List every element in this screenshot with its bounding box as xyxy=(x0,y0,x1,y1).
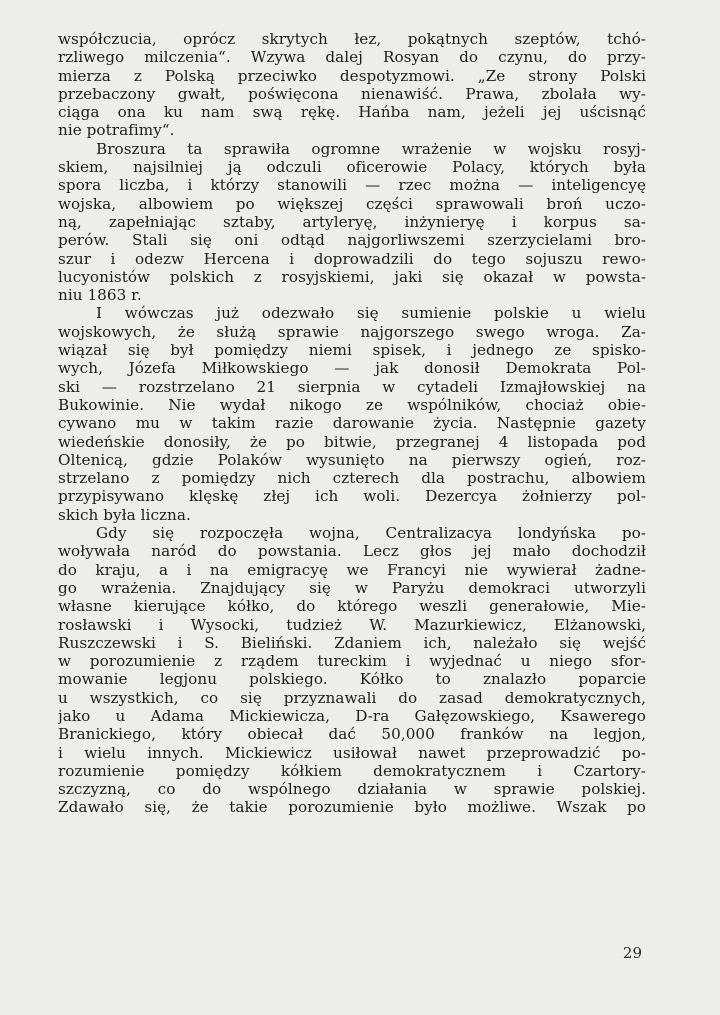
body-text xyxy=(58,30,646,817)
text-line: współczucia, oprócz skrytych łez, pokątnych szeptów, tchó- xyxy=(58,30,646,48)
text-line: skiem, najsilniej ją odczuli oficerowie Polacy, których była xyxy=(58,158,646,177)
text-line: lucyonistów polskich z rosyjskiemi, jaki się okazał w powsta- xyxy=(58,267,646,286)
text-line: wiązał się był pomiędzy niemi spisek, i jednego ze spisko- xyxy=(58,341,646,360)
text-line: rozumienie pomiędzy kółkiem demokratycznem i Czartory- xyxy=(58,761,646,780)
text-line: jako u Adama Mickiewicza, D-ra Gałęzowskiego, Ksawerego xyxy=(58,706,646,725)
text-line: wojska, albowiem po większej części sprawowali broń uczo- xyxy=(58,194,646,213)
text-line: wych, Józefa Miłkowskiego — jak donosił Demokrata Pol- xyxy=(58,359,646,378)
text-line: strzelano z pomiędzy nich czterech dla postrachu, albowiem xyxy=(58,469,646,488)
text-line: do kraju, a i na emigracyę we Francyi nie wywierał żadne- xyxy=(58,560,646,579)
text-line: ski — rozstrzelano 21 sierpnia w cytadeli Izmajłowskiej na xyxy=(58,377,646,396)
text-line: Ruszczewski i S. Bieliński. Zdaniem ich, należało się wejść xyxy=(58,633,646,652)
text-line: u wszystkich, co się przyznawali do zasad demokratycznych, xyxy=(58,688,646,707)
text-line: wiedeńskie donosiły, że po bitwie, przegranej 4 listopada pod xyxy=(58,432,646,451)
text-line: w porozumienie z rządem tureckim i wyjednać u niego sfor- xyxy=(58,652,646,671)
text-line: ciąga ona ku nam swą rękę. Hańba nam, jeżeli jej uścisnąć xyxy=(58,103,646,122)
text-line: ną, zapełniając sztaby, artyleryę, inżynieryę i korpus sa- xyxy=(58,212,646,231)
text-line: woływała naród do powstania. Lecz głos jej mało dochodził xyxy=(58,542,646,561)
text-line: własne kierujące kółko, do którego weszli generałowie, Mie- xyxy=(58,597,646,616)
text-line: szczyzną, co do wspólnego działania w sprawie polskiej. xyxy=(58,780,646,799)
paragraph-start-line: Gdy się rozpoczęła wojna, Centralizacya londyńska po- xyxy=(96,524,646,543)
text-line: rzliwego milczenia“. Wzywa dalej Rosyan do czynu, do przy- xyxy=(58,48,646,67)
page-number: 29 xyxy=(622,944,642,962)
text-line: przypisywano klęskę złej ich woli. Dezercya żołnierzy pol- xyxy=(58,487,646,506)
text-line: przebaczony gwałt, poświęcona nienawiść. Prawa, zbolała wy- xyxy=(58,84,646,103)
text-line: i wielu innych. Mickiewicz usiłował nawet przeprowadzić po- xyxy=(58,743,646,762)
text-line: skich była liczna. xyxy=(58,505,191,524)
text-line: niu 1863 r. xyxy=(58,286,142,305)
text-line: mierza z Polską przeciwko despotyzmowi. „Ze strony Polski xyxy=(58,66,646,85)
text-line: go wrażenia. Znajdujący się w Paryżu demokraci utworzyli xyxy=(58,578,646,597)
paragraph-start-line: Broszura ta sprawiła ogromne wrażenie w wojsku rosyj- xyxy=(96,139,646,158)
text-line: Oltenicą, gdzie Polaków wysunięto na pierwszy ogień, roz- xyxy=(58,450,646,469)
text-line: Branickiego, który obiecał dać 50,000 franków na legjon, xyxy=(58,725,646,744)
text-line: Zdawało się, że takie porozumienie było możliwe. Wszak po xyxy=(58,798,646,817)
text-line: szur i odezw Hercena i doprowadzili do tego sojuszu rewo- xyxy=(58,249,646,268)
text-line: nie potrafimy“. xyxy=(58,121,175,140)
text-line: spora liczba, i którzy stanowili — rzec można — inteligencyę xyxy=(58,176,646,195)
text-line: mowanie legjonu polskiego. Kółko to znalazło poparcie xyxy=(58,670,646,689)
text-line: Bukowinie. Nie wydał nikogo ze wspólników, chociaż obie- xyxy=(58,395,646,414)
paragraph-start-line: I wówczas już odezwało się sumienie polskie u wielu xyxy=(96,304,646,323)
text-line: perów. Stali się oni odtąd najgorliwszemi szerzycielami bro- xyxy=(58,231,646,250)
text-line: wojskowych, że służą sprawie najgorszego swego wroga. Za- xyxy=(58,322,646,341)
text-line: rosławski i Wysocki, tudzież W. Mazurkiewicz, Elżanowski, xyxy=(58,615,646,634)
text-line: cywano mu w takim razie darowanie życia. Następnie gazety xyxy=(58,414,646,433)
